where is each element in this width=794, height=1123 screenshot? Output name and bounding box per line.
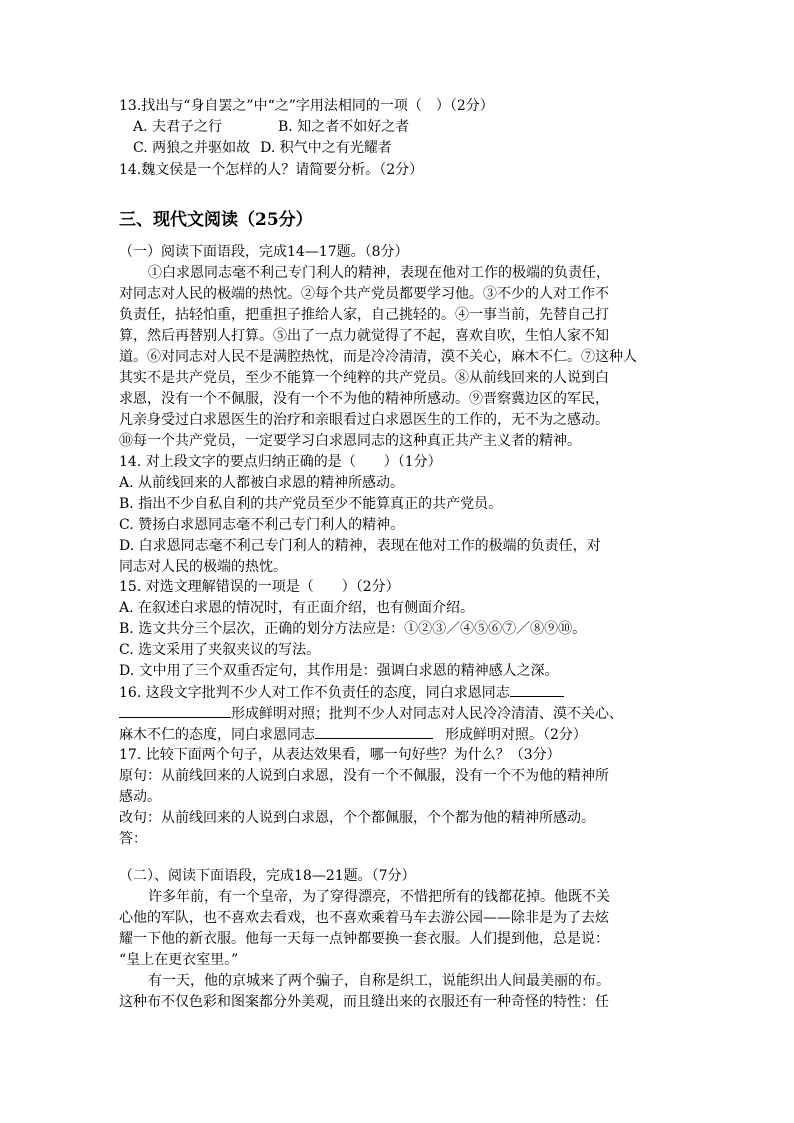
part2-passage-line: “皇上在更衣室里。” (119, 952, 239, 968)
part1-passage-line: 凡亲身受过白求恩医生的治疗和亲眼看过白求恩医生的工作的，无不为之感动。 (119, 412, 609, 428)
q17-modified: 改句：从前线回来的人说到白求恩，个个都佩服，个个都为他的精神所感动。 (119, 810, 595, 826)
q14-option-d-line2: 同志对人民的极端的热忱。 (119, 559, 287, 575)
part2-passage-line: 这种布不仅色彩和图案都分外美观，而且缝出来的衣服还有一种奇怪的特性：任 (119, 994, 609, 1010)
part1-passage-line: 求恩，没有一个不佩服，没有一个不为他的精神所感动。⑨晋察冀边区的军民， (119, 391, 609, 407)
part2-passage-line: 心他的军队，也不喜欢去看戏，也不喜欢乘着马车去游公园——除非是为了去炫 (119, 910, 609, 926)
q13-option-a: A. 夫君子之行 (133, 119, 223, 135)
q15-option-a: A. 在叙述白求恩的情况时，有正面介绍，也有侧面介绍。 (119, 600, 475, 616)
q17-stem: 17. 比较下面两个句子，从表达效果看，哪一句好些？为什么？（3分） (119, 747, 561, 763)
q15-option-b: B. 选文共分三个层次，正确的划分方法应是：①②③／④⑤⑥⑦／⑧⑨⑩。 (119, 621, 587, 637)
q14-option-d-line1: D. 白求恩同志毫不利己专门利人的精神，表现在他对工作的极端的负责任，对 (119, 538, 601, 554)
section3-title: 三、现代文阅读（25分） (119, 210, 313, 230)
q17-answer-label: 答： (119, 831, 147, 847)
q16-text-2: 形成鲜明对照；批判不少人对同志对人民冷冷清清、漠不关心、 (231, 706, 623, 722)
q14-option-b: B. 指出不少自私自利的共产党员至少不能算真正的共产党员。 (119, 496, 503, 512)
q13-options-row1 (133, 117, 693, 137)
part1-passage-line: 负责任，拈轻怕重，把重担子推给人家，自己挑轻的。④一事当前，先替自己打 (119, 307, 609, 323)
part2-intro: （二）、阅读下面语段，完成18—21题。（7分） (119, 868, 416, 884)
q16-text-1: 16. 这段文字批判不少人对工作不负责任的态度，同白求恩同志 (119, 685, 510, 701)
q16-line1 (119, 682, 679, 702)
q15-option-d: D. 文中用了三个双重否定句，其作用是：强调白求恩的精神感人之深。 (119, 663, 559, 679)
q13-option-b: B. 知之者不如好之者 (278, 119, 410, 135)
part2-passage-line: 有一天，他的京城来了两个骗子，自称是织工，说能织出人间最美丽的布。 (148, 973, 610, 989)
q16-text-3b: 形成鲜明对照。（2分） (445, 727, 587, 743)
q16-blank-2[interactable] (315, 724, 433, 739)
part2-passage-line: 许多年前，有一个皇帝，为了穿得漂亮，不惜把所有的钱都花掉。他既不关 (148, 889, 610, 905)
q17-original-line1: 原句：从前线回来的人说到白求恩，没有一个不佩服，没有一个不为他的精神所 (119, 768, 609, 784)
part1-passage-line: ⑩每一个共产党员，一定要学习白求恩同志的这种真正共产主义者的精神。 (119, 433, 581, 449)
q16-line3 (119, 724, 679, 744)
q13-option-d: D. 积气中之有光耀者 (260, 140, 392, 156)
q14-option-a: A. 从前线回来的人都被白求恩的精神所感动。 (119, 475, 405, 491)
q15-stem: 15. 对选文理解错误的一项是（ ）（2分） (119, 579, 400, 595)
q16-blank-1a[interactable] (510, 682, 564, 697)
part1-passage-line: 其实不是共产党员，至少不能算一个纯粹的共产党员。⑧从前线回来的人说到白 (119, 370, 609, 386)
q16-line2 (119, 703, 679, 723)
q13-options-row2 (133, 138, 693, 158)
q16-blank-1b[interactable] (119, 703, 231, 718)
q15-option-c: C. 选文采用了夹叙夹议的写法。 (119, 642, 321, 658)
part2-passage-line: 耀一下他的新衣服。他每一天每一点钟都要换一套衣服。人们提到他，总是说： (119, 931, 609, 947)
q14-option-c: C. 赞扬白求恩同志毫不利己专门利人的精神。 (119, 517, 405, 533)
part1-passage-line: 对同志对人民的极端的热忱。②每个共产党员都要学习他。③不少的人对工作不 (119, 286, 609, 302)
q17-original-line2: 感动。 (119, 789, 161, 805)
part1-passage-line: ①白求恩同志毫不利己专门利人的精神，表现在他对工作的极端的负责任， (148, 265, 610, 281)
q13-option-c: C. 两狼之并驱如故 (133, 140, 251, 156)
q14-classical: 14.魏文侯是一个怎样的人？请简要分析。（2分） (119, 162, 424, 178)
q13-stem: 13.找出与“身自罢之”中“之”字用法相同的一项（ ）（2分） (119, 98, 494, 114)
q14-stem: 14. 对上段文字的要点归纳正确的是（ ）（1分） (119, 454, 442, 470)
part1-intro: （一）阅读下面语段，完成14—17题。（8分） (119, 244, 409, 260)
part1-passage-line: 道。⑥对同志对人民不是满腔热忱，而是冷冷清清，漠不关心，麻木不仁。⑦这种人 (119, 349, 637, 365)
part1-passage-line: 算，然后再替别人打算。⑤出了一点力就觉得了不起，喜欢自吹，生怕人家不知 (119, 328, 609, 344)
q16-text-3a: 麻木不仁的态度，同白求恩同志 (119, 727, 315, 743)
